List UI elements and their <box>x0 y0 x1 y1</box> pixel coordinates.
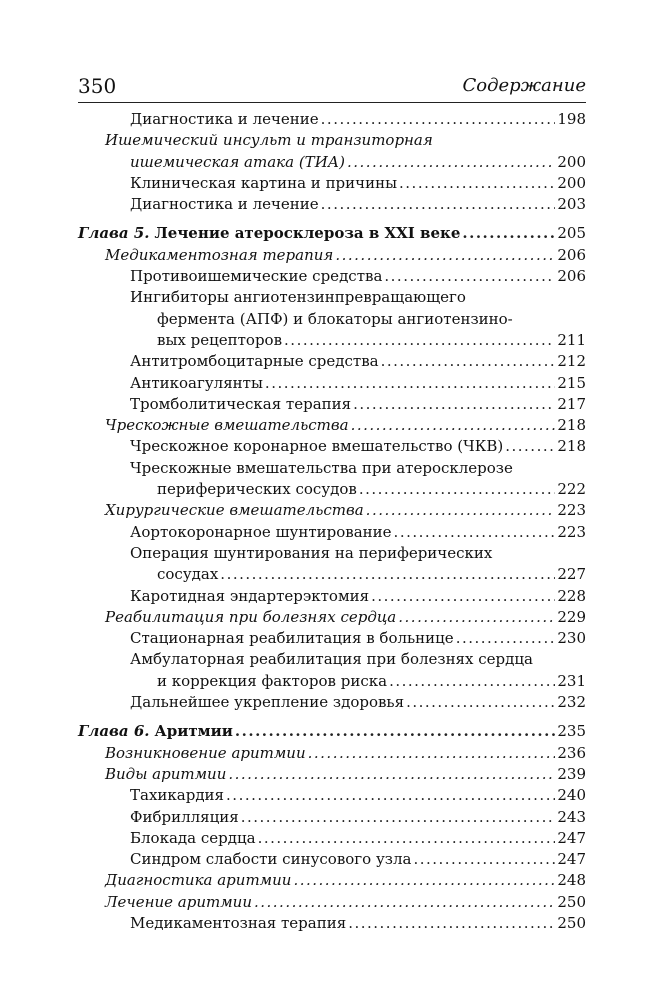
toc-section: Возникновение аритмии ..... 236 <box>78 743 586 764</box>
toc-entry: Диагностика и лечение ..... 203 <box>78 194 586 215</box>
toc-entry-line: Операция шунтирования на периферических <box>130 543 493 562</box>
toc-entry: Тахикардия ..... 240 <box>78 785 586 806</box>
page-number: 350 <box>78 74 117 98</box>
toc-entry: и коррекция факторов риска ..... 231 <box>78 671 586 692</box>
toc-entry: Антитромбоцитарные средства ..... 212 <box>78 351 586 372</box>
toc-entry: Медикаментозная терапия ..... 250 <box>78 913 586 934</box>
toc-entry: Стационарная реабилитация в больнице ..... 230 <box>78 628 586 649</box>
toc-entry: Фибрилляция ..... 243 <box>78 807 586 828</box>
toc-entry: периферических сосудов ..... 222 <box>78 479 586 500</box>
toc-entry: Синдром слабости синусового узла ..... 247 <box>78 849 586 870</box>
toc-entry: Антикоагулянты ..... 215 <box>78 373 586 394</box>
toc-section: Виды аритмии ..... 239 <box>78 764 586 785</box>
toc-entry: Тромболитическая терапия ..... 217 <box>78 394 586 415</box>
toc-entry-line: Ингибиторы ангиотензинпревращающего <box>130 288 466 307</box>
toc-entry: Дальнейшее укрепление здоровья ..... 232 <box>78 692 586 713</box>
table-of-contents <box>78 109 586 934</box>
page-header <box>78 72 586 103</box>
toc-section: Реабилитация при болезнях сердца ..... 229 <box>78 607 586 628</box>
toc-entry: сосудах ..... 227 <box>78 564 586 585</box>
toc-section: Диагностика аритмии ..... 248 <box>78 870 586 891</box>
toc-entry: Блокада сердца ..... 247 <box>78 828 586 849</box>
toc-entry: вых рецепторов ..... 211 <box>78 330 586 351</box>
toc-entry: Клиническая картина и причины ..... 200 <box>78 173 586 194</box>
toc-section: Чрескожные вмешательства ..... 218 <box>78 415 586 436</box>
toc-entry: Диагностика и лечение ..... 198 <box>78 109 586 130</box>
toc-entry: Противоишемические средства ..... 206 <box>78 266 586 287</box>
toc-entry-line: Чрескожные вмешательства при атеросклерозе <box>130 458 513 477</box>
running-title: Содержание <box>462 75 586 96</box>
toc-section: Хирургические вмешательства ..... 223 <box>78 500 586 521</box>
toc-section: Лечение аритмии ..... 250 <box>78 892 586 913</box>
toc-entry-line: фермента (АПФ) и блокаторы ангиотензино- <box>157 309 513 328</box>
toc-entry-line: Амбулаторная реабилитация при болезнях сердца <box>130 650 533 669</box>
chapter-heading: Глава 5. Лечение атеросклероза в XXI веке ..... 205 <box>78 223 586 244</box>
toc-entry: Чрескожное коронарное вмешательство (ЧКВ) ..... 218 <box>78 436 586 457</box>
chapter-heading: Глава 6. Аритмии ..... 235 <box>78 721 586 742</box>
toc-entry: ишемическая атака (ТИА) ..... 200 <box>78 152 586 173</box>
toc-section: Медикаментозная терапия ..... 206 <box>78 245 586 266</box>
toc-entry-line: Ишемический инсульт и транзиторная <box>105 131 433 150</box>
toc-entry: Каротидная эндартерэктомия ..... 228 <box>78 586 586 607</box>
toc-entry: Аортокоронарное шунтирование ..... 223 <box>78 522 586 543</box>
